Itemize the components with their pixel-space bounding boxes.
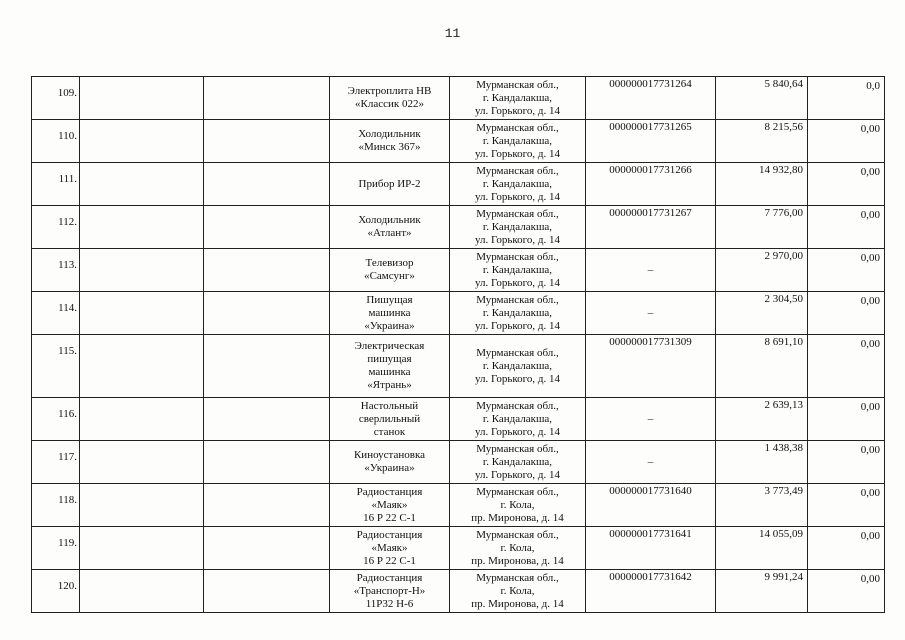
item-name: Настольный сверлильный станок bbox=[330, 398, 450, 441]
cost-value: 8 691,10 bbox=[716, 335, 808, 398]
inventory-number: – bbox=[586, 441, 716, 484]
residual-value: 0,00 bbox=[808, 570, 885, 613]
inventory-number: 000000017731641 bbox=[586, 527, 716, 570]
item-name: Электроплита НВ «Классик 022» bbox=[330, 77, 450, 120]
item-address: Мурманская обл., г. Кандалакша, ул. Горького, д. 14 bbox=[450, 398, 586, 441]
cost-value: 1 438,38 bbox=[716, 441, 808, 484]
table-row bbox=[32, 77, 885, 120]
row-number: 111. bbox=[32, 163, 80, 206]
table-row bbox=[32, 527, 885, 570]
item-address: Мурманская обл., г. Кола, пр. Миронова, д. 14 bbox=[450, 484, 586, 527]
empty-cell bbox=[80, 484, 204, 527]
inventory-table bbox=[31, 76, 885, 613]
empty-cell bbox=[80, 206, 204, 249]
item-name: Холодильник «Минск 367» bbox=[330, 120, 450, 163]
row-number: 109. bbox=[32, 77, 80, 120]
residual-value: 0,00 bbox=[808, 527, 885, 570]
item-address: Мурманская обл., г. Кандалакша, ул. Горького, д. 14 bbox=[450, 292, 586, 335]
inventory-number: 000000017731642 bbox=[586, 570, 716, 613]
table-row bbox=[32, 484, 885, 527]
empty-cell bbox=[80, 292, 204, 335]
residual-value: 0,00 bbox=[808, 163, 885, 206]
item-name: Электрическая пишущая машинка «Ятрань» bbox=[330, 335, 450, 398]
empty-cell bbox=[204, 292, 330, 335]
inventory-number: 000000017731265 bbox=[586, 120, 716, 163]
cost-value: 9 991,24 bbox=[716, 570, 808, 613]
empty-cell bbox=[204, 398, 330, 441]
table-row bbox=[32, 249, 885, 292]
table-row bbox=[32, 441, 885, 484]
table-row bbox=[32, 163, 885, 206]
page-number: 11 bbox=[444, 26, 461, 41]
residual-value: 0,0 bbox=[808, 77, 885, 120]
empty-cell bbox=[80, 570, 204, 613]
item-address: Мурманская обл., г. Кандалакша, ул. Горького, д. 14 bbox=[450, 335, 586, 398]
empty-cell bbox=[204, 527, 330, 570]
empty-cell bbox=[80, 120, 204, 163]
table-row bbox=[32, 206, 885, 249]
row-number: 118. bbox=[32, 484, 80, 527]
empty-cell bbox=[204, 484, 330, 527]
empty-cell bbox=[80, 335, 204, 398]
cost-value: 14 055,09 bbox=[716, 527, 808, 570]
row-number: 119. bbox=[32, 527, 80, 570]
residual-value: 0,00 bbox=[808, 120, 885, 163]
item-name: Радиостанция «Маяк» 16 Р 22 С-1 bbox=[330, 527, 450, 570]
item-address: Мурманская обл., г. Кандалакша, ул. Горького, д. 14 bbox=[450, 441, 586, 484]
inventory-number: – bbox=[586, 398, 716, 441]
inventory-number: 000000017731266 bbox=[586, 163, 716, 206]
row-number: 112. bbox=[32, 206, 80, 249]
row-number: 120. bbox=[32, 570, 80, 613]
item-name: Холодильник «Атлант» bbox=[330, 206, 450, 249]
empty-cell bbox=[80, 398, 204, 441]
cost-value: 3 773,49 bbox=[716, 484, 808, 527]
table-row bbox=[32, 570, 885, 613]
item-address: Мурманская обл., г. Кандалакша, ул. Горького, д. 14 bbox=[450, 163, 586, 206]
item-address: Мурманская обл., г. Кандалакша, ул. Горького, д. 14 bbox=[450, 120, 586, 163]
item-address: Мурманская обл., г. Кандалакша, ул. Горького, д. 14 bbox=[450, 77, 586, 120]
residual-value: 0,00 bbox=[808, 335, 885, 398]
cost-value: 2 970,00 bbox=[716, 249, 808, 292]
cost-value: 2 304,50 bbox=[716, 292, 808, 335]
empty-cell bbox=[204, 120, 330, 163]
row-number: 115. bbox=[32, 335, 80, 398]
table-row bbox=[32, 335, 885, 398]
inventory-number: 000000017731267 bbox=[586, 206, 716, 249]
inventory-number: – bbox=[586, 292, 716, 335]
empty-cell bbox=[204, 206, 330, 249]
inventory-number: – bbox=[586, 249, 716, 292]
item-name: Телевизор «Самсунг» bbox=[330, 249, 450, 292]
row-number: 117. bbox=[32, 441, 80, 484]
empty-cell bbox=[204, 441, 330, 484]
cost-value: 14 932,80 bbox=[716, 163, 808, 206]
residual-value: 0,00 bbox=[808, 484, 885, 527]
item-name: Радиостанция «Транспорт-Н» 11Р32 Н-6 bbox=[330, 570, 450, 613]
item-name: Радиостанция «Маяк» 16 Р 22 С-1 bbox=[330, 484, 450, 527]
empty-cell bbox=[80, 249, 204, 292]
empty-cell bbox=[80, 441, 204, 484]
inventory-number: 000000017731640 bbox=[586, 484, 716, 527]
item-name: Пишущая машинка «Украина» bbox=[330, 292, 450, 335]
item-name: Прибор ИР-2 bbox=[330, 163, 450, 206]
table-row bbox=[32, 398, 885, 441]
row-number: 116. bbox=[32, 398, 80, 441]
item-address: Мурманская обл., г. Кола, пр. Миронова, д. 14 bbox=[450, 527, 586, 570]
cost-value: 2 639,13 bbox=[716, 398, 808, 441]
row-number: 110. bbox=[32, 120, 80, 163]
table-row bbox=[32, 120, 885, 163]
cost-value: 8 215,56 bbox=[716, 120, 808, 163]
empty-cell bbox=[204, 77, 330, 120]
empty-cell bbox=[80, 527, 204, 570]
empty-cell bbox=[80, 77, 204, 120]
empty-cell bbox=[204, 335, 330, 398]
inventory-number: 000000017731309 bbox=[586, 335, 716, 398]
cost-value: 7 776,00 bbox=[716, 206, 808, 249]
item-name: Киноустановка «Украина» bbox=[330, 441, 450, 484]
item-address: Мурманская обл., г. Кандалакша, ул. Горького, д. 14 bbox=[450, 206, 586, 249]
residual-value: 0,00 bbox=[808, 249, 885, 292]
residual-value: 0,00 bbox=[808, 292, 885, 335]
table-row bbox=[32, 292, 885, 335]
row-number: 113. bbox=[32, 249, 80, 292]
item-address: Мурманская обл., г. Кандалакша, ул. Горького, д. 14 bbox=[450, 249, 586, 292]
residual-value: 0,00 bbox=[808, 206, 885, 249]
empty-cell bbox=[80, 163, 204, 206]
item-address: Мурманская обл., г. Кола, пр. Миронова, д. 14 bbox=[450, 570, 586, 613]
residual-value: 0,00 bbox=[808, 398, 885, 441]
cost-value: 5 840,64 bbox=[716, 77, 808, 120]
empty-cell bbox=[204, 163, 330, 206]
empty-cell bbox=[204, 249, 330, 292]
empty-cell bbox=[204, 570, 330, 613]
row-number: 114. bbox=[32, 292, 80, 335]
inventory-number: 000000017731264 bbox=[586, 77, 716, 120]
residual-value: 0,00 bbox=[808, 441, 885, 484]
